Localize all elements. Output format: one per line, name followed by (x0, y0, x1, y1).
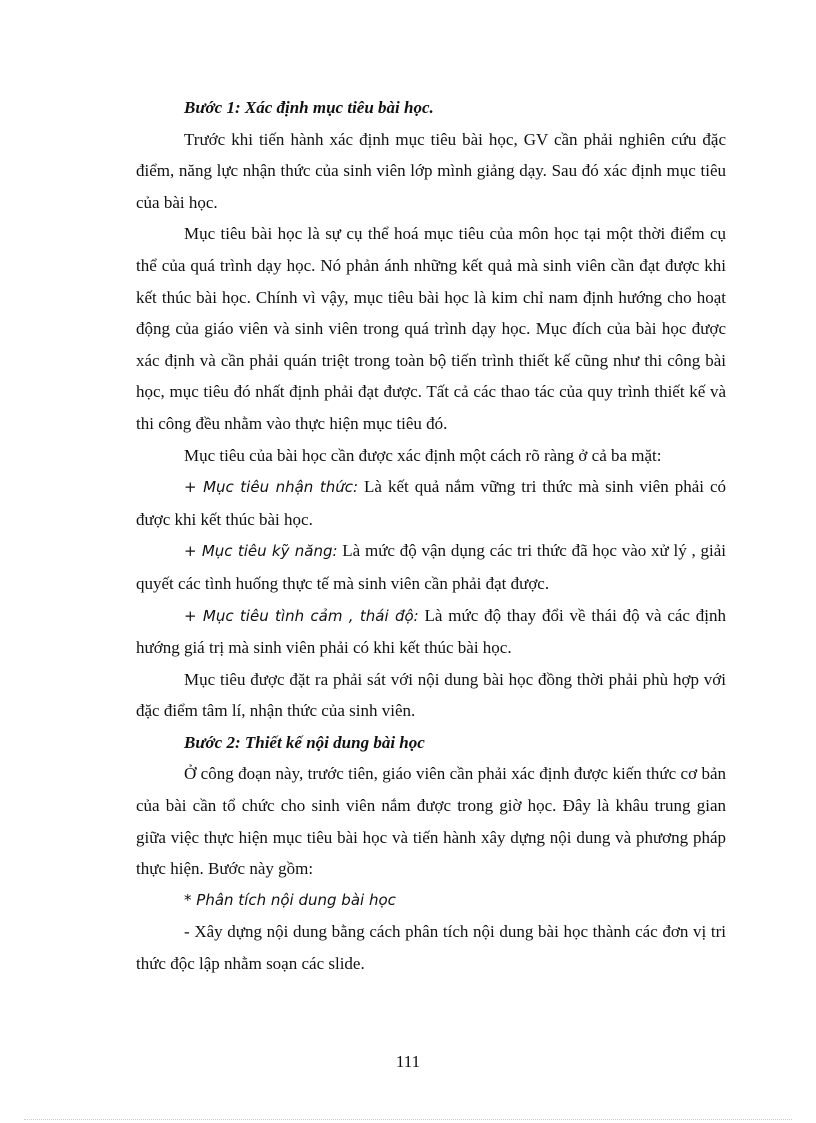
paragraph-5: Ở công đoạn này, trước tiên, giáo viên cần phải xác định được kiến thức cơ bản của bài cần tổ chức cho sinh viên nắm được trong giờ học. Đây là khâu trung gian giữa việc thực hiện mục tiêu bài học và tiến hành xây dựng nội dung và phương pháp thực hiện. Bước này gồm: (136, 764, 726, 879)
paragraph-3: Mục tiêu của bài học cần được xác định một cách rõ ràng ở cả ba mặt: (184, 445, 662, 465)
objective-item-cognitive (136, 471, 726, 535)
objective-label-skills: + Mục tiêu kỹ năng: (184, 542, 338, 561)
objective-text-attitude: Là mức độ thay đổi về thái độ và các định hướng giá trị mà sinh viên phải có khi kết thúc bài học. (136, 605, 726, 658)
objective-text-cognitive: Là kết quả nắm vững tri thức mà sinh viên phải có được khi kết thúc bài học. (136, 477, 727, 529)
page-number: 111 (395, 1052, 421, 1071)
paragraph-6: - Xây dựng nội dung bằng cách phân tích nội dung bài học thành các đơn vị tri thức độc lập nhằm soạn các slide. (136, 922, 726, 974)
paragraph-2: Mục tiêu bài học là sự cụ thể hoá mục tiêu của môn học tại một thời điểm cụ thể của quá trình dạy học. Nó phản ánh những kết quả mà sinh viên cần đạt được khi kết thúc bài học. Chính vì vậy, mục tiêu bài học là kim chỉ nam định hướng cho hoạt động của giáo viên và sinh viên trong quá trình dạy học. Mục đích của bài học được xác định và cần phải quán triệt trong toàn bộ tiến trình thiết kế cũng như thi công bài học, mục tiêu đó nhất định phải đạt được. Tất cả các thao tác của quy trình thiết kế và thi công đều nhằm vào thực hiện mục tiêu đó. (136, 224, 726, 433)
objective-text-skills: Là mức độ vận dụng các tri thức đã học vào xử lý , giải quyết các tình huống thực tế mà sinh viên cần phải đạt được. (136, 541, 727, 593)
subheading-content-analysis: * Phân tích nội dung bài học (184, 890, 396, 909)
heading-step-1: Bước 1: Xác định mục tiêu bài học. (184, 98, 434, 117)
objective-item-skills (136, 535, 726, 599)
paragraph-4: Mục tiêu được đặt ra phải sát với nội dung bài học đồng thời phải phù hợp với đặc điểm tâm lí, nhận thức của sinh viên. (136, 669, 726, 721)
paragraph-1: Trước khi tiến hành xác định mục tiêu bài học, GV cần phải nghiên cứu đặc điểm, năng lực nhận thức của sinh viên lớp mình giảng dạy. Sau đó xác định mục tiêu của bài học. (136, 129, 726, 212)
heading-step-2: Bước 2: Thiết kế nội dung bài học (184, 732, 425, 752)
objective-label-cognitive: + Mục tiêu nhận thức: (184, 478, 359, 497)
objective-item-attitude (136, 600, 726, 664)
footer-rule (24, 1119, 792, 1120)
page-body (136, 92, 726, 980)
objective-label-attitude: + Mục tiêu tình cảm , thái độ: (184, 606, 419, 625)
